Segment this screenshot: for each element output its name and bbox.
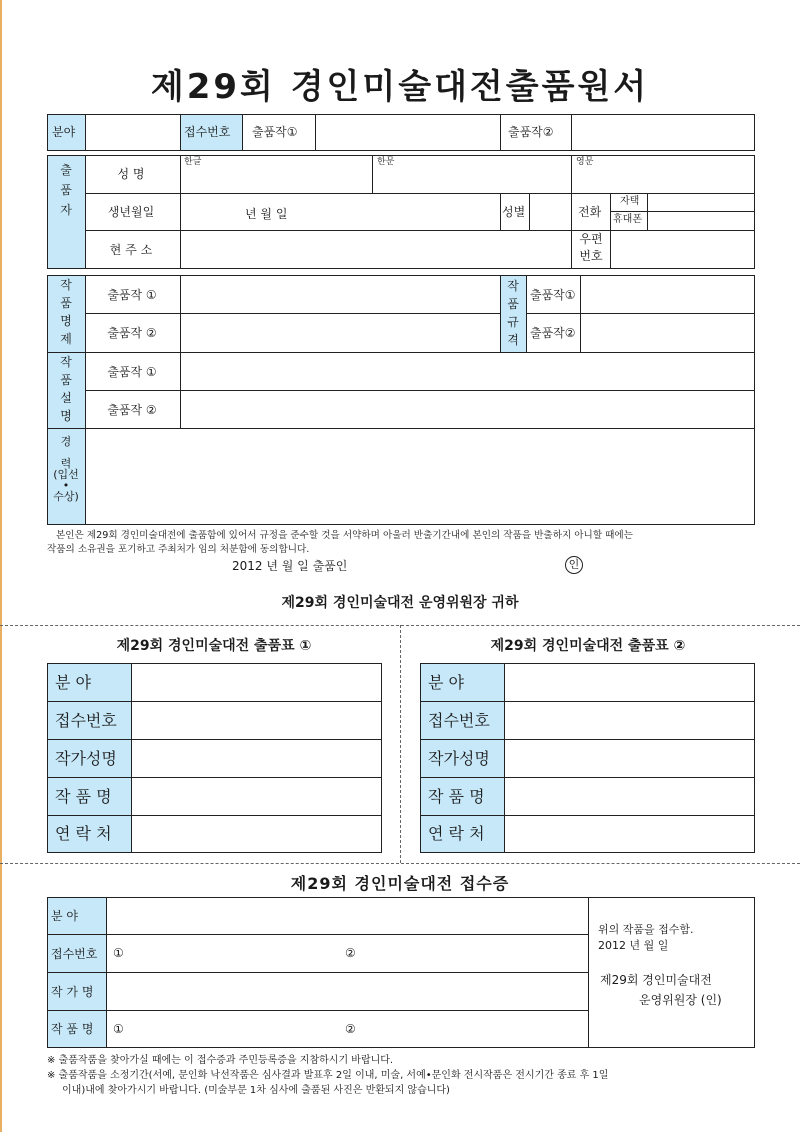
name-english-input[interactable] — [572, 168, 753, 192]
seal-label: 인 — [568, 558, 580, 571]
page-left-edge — [0, 0, 2, 1132]
work-title-side-label: 작 품 명 제 — [60, 278, 72, 346]
birth-date-field[interactable]: 년 월 일 — [245, 207, 288, 221]
receipt-work-mark-1: ① — [113, 1022, 124, 1036]
gender-label: 성별 — [502, 205, 526, 219]
name-hanja-input[interactable] — [373, 168, 570, 192]
mobile-phone-label: 휴대폰 — [613, 214, 642, 225]
postal-input[interactable] — [611, 231, 753, 268]
work-size-2-label: 출품작② — [530, 326, 576, 340]
tag1-field-label: 분 야 — [55, 673, 91, 692]
name-label: 성 명 — [117, 167, 145, 181]
tag2-artist-name-input[interactable] — [505, 740, 753, 777]
phone-label: 전화 — [578, 205, 602, 219]
receipt-work-title-label: 작 품 명 — [51, 1022, 94, 1036]
tag2-title: 제29회 경인미술대전 출품표 ② — [490, 638, 686, 654]
addressee: 제29회 경인미술대전 운영위원장 귀하 — [281, 595, 519, 611]
footnote-3: 이내)내에 찾아가시기 바랍니다. (미술부문 1차 심사에 출품된 사진은 반환되지 않습니다) — [62, 1085, 450, 1096]
work-title-1-label: 출품작 ① — [107, 288, 157, 302]
career-side-label: 경 력 (입선 • 수상) — [53, 435, 79, 503]
work-desc-1-input[interactable] — [181, 353, 753, 390]
receipt-title: 제29회 경인미술대전 접수증 — [290, 874, 510, 893]
tag2-receipt-no-input[interactable] — [505, 702, 753, 739]
cut-line-vertical — [400, 625, 401, 863]
work-size-2-input[interactable] — [581, 314, 753, 352]
tag2-field-label: 분 야 — [428, 673, 464, 692]
tag1-contact-input[interactable] — [132, 816, 380, 852]
hanja-label: 한문 — [377, 157, 395, 167]
tag2-work-title-input[interactable] — [505, 778, 753, 815]
work2-receipt-label: 출품작② — [508, 125, 554, 139]
tag1-artist-name-input[interactable] — [132, 740, 380, 777]
tag2-contact-input[interactable] — [505, 816, 753, 852]
applicant-side-label: 출 품 자 — [60, 163, 72, 217]
tag1-title: 제29회 경인미술대전 출품표 ① — [116, 638, 312, 654]
pledge-line-2: 작품의 소유권을 포기하고 주최처가 임의 처분함에 동의합니다. — [47, 544, 310, 555]
work-desc-1-label: 출품작 ① — [107, 365, 157, 379]
tag2-artist-name-label: 작가성명 — [428, 749, 490, 768]
tag2-receipt-no-label: 접수번호 — [428, 711, 490, 730]
receipt-no-mark-2: ② — [345, 946, 356, 960]
work-title-2-input[interactable] — [181, 314, 499, 352]
work1-receipt-label: 출품작① — [252, 125, 298, 139]
work-desc-side-label: 작 품 설 명 — [60, 355, 72, 423]
hangul-label: 한글 — [184, 157, 202, 167]
receipt-no-label: 접수번호 — [51, 947, 98, 961]
tag1-receipt-no-input[interactable] — [132, 702, 380, 739]
address-label: 현 주 소 — [109, 243, 153, 257]
tag1-contact-label: 연 락 처 — [55, 824, 112, 843]
work2-receipt-input[interactable] — [572, 115, 754, 150]
cut-line-2 — [0, 863, 800, 864]
receipt-org-1: 제29회 경인미술대전 — [600, 973, 712, 987]
receipt-field-input[interactable] — [107, 898, 587, 934]
tag2-field-input[interactable] — [505, 664, 753, 701]
field-label: 분야 — [52, 125, 76, 139]
tag1-receipt-no-label: 접수번호 — [55, 711, 117, 730]
footnote-1: ※ 출품작품을 찾아가실 때에는 이 접수증과 주민등록증을 지참하시기 바랍니다. — [47, 1055, 394, 1066]
tag1-work-title-label: 작 품 명 — [55, 787, 112, 806]
receipt-note-2: 2012 년 월 일 — [598, 939, 669, 952]
home-phone-input[interactable] — [648, 194, 753, 211]
page-title: 제29회 경인미술대전출품원서 — [150, 67, 650, 107]
receipt-note-1: 위의 작품을 접수함. — [598, 923, 694, 936]
tag2-contact-label: 연 락 처 — [428, 824, 485, 843]
receipt-work-title-input[interactable] — [125, 1011, 587, 1047]
work-title-2-label: 출품작 ② — [107, 326, 157, 340]
tag1-work-title-input[interactable] — [132, 778, 380, 815]
footnote-2: ※ 출품작품을 소정기간(서예, 문인화 낙선작품은 심사결과 발표후 2일 이내, 미술, 서예•문인화 전시작품은 전시기간 종료 후 1일 — [47, 1070, 609, 1081]
work-size-side-label: 작 품 규 격 — [507, 279, 519, 347]
receipt-no-label: 접수번호 — [184, 125, 231, 139]
work-desc-2-input[interactable] — [181, 391, 753, 428]
tag1-field-input[interactable] — [132, 664, 380, 701]
name-hangul-input[interactable] — [181, 168, 371, 192]
work-size-1-label: 출품작① — [530, 288, 576, 302]
work-size-1-input[interactable] — [581, 276, 753, 313]
pledge-date-line: 2012 년 월 일 출품인 — [232, 559, 348, 573]
gender-input[interactable] — [530, 194, 570, 230]
postal-label: 우편 번호 — [579, 232, 603, 263]
receipt-artist-input[interactable] — [107, 973, 587, 1010]
receipt-no-input[interactable] — [125, 935, 587, 972]
receipt-work-mark-2: ② — [345, 1022, 356, 1036]
career-input[interactable] — [86, 429, 753, 524]
tag2-work-title-label: 작 품 명 — [428, 787, 485, 806]
receipt-field-label: 분 야 — [51, 909, 78, 923]
seal-mark — [565, 556, 583, 574]
work1-receipt-input[interactable] — [316, 115, 500, 150]
work-desc-2-label: 출품작 ② — [107, 403, 157, 417]
tag1-artist-name-label: 작가성명 — [55, 749, 117, 768]
field-input[interactable] — [86, 115, 180, 150]
english-label: 영문 — [576, 157, 594, 167]
home-phone-label: 자택 — [620, 196, 640, 207]
mobile-phone-input[interactable] — [648, 212, 753, 230]
birth-label: 생년월일 — [107, 205, 155, 219]
receipt-artist-label: 작 가 명 — [51, 985, 94, 999]
address-input[interactable] — [181, 231, 570, 268]
pledge-line-1: 본인은 제29회 경인미술대전에 출품함에 있어서 규정을 준수할 것을 서약하며 아울러 반출기간내에 본인의 작품을 반출하지 아니할 때에는 — [56, 530, 633, 541]
receipt-no-mark-1: ① — [113, 946, 124, 960]
work-title-1-input[interactable] — [181, 276, 499, 313]
receipt-org-2: 운영위원장 (인) — [639, 993, 722, 1007]
